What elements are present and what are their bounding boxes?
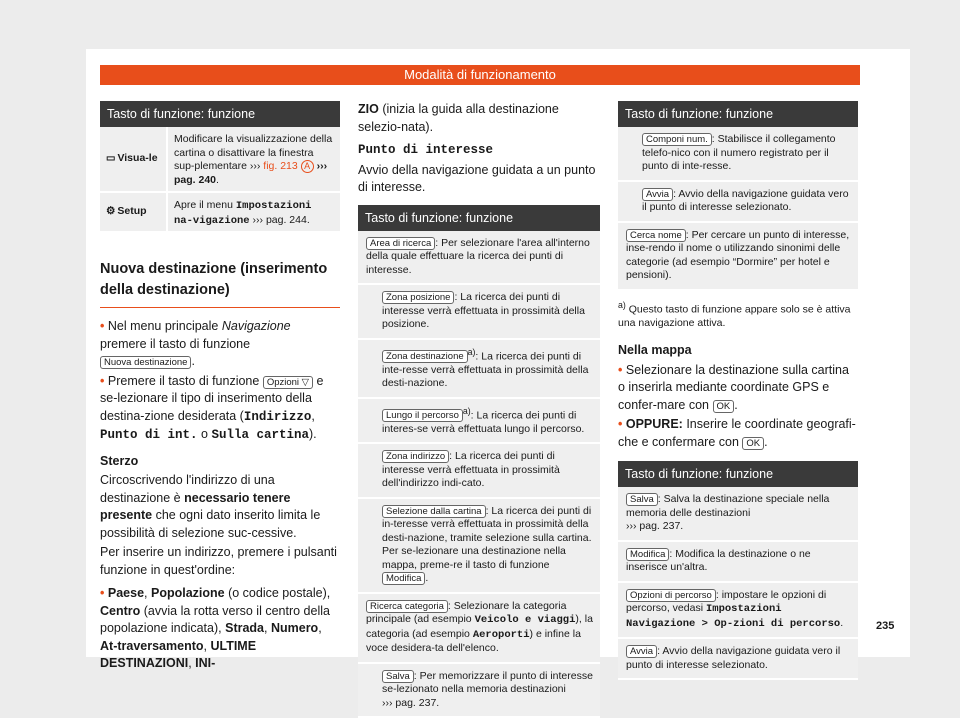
key-options: Opzioni ▽ — [263, 376, 313, 389]
view-cell — [100, 127, 166, 191]
cell-text: : Stabilisce il collegamento telefo-nico con il numero registrato per il punto di inte-resse. — [642, 133, 836, 172]
cell-text: : La ricerca dei punti di in-teresse verrà effettuata in prossimità della desti-nazione, tramite selezione sulla cartina. Per se-lezionare una destinazione nella mappa, preme-re il tasto di funzione — [382, 505, 592, 571]
function-key: Modifica — [382, 572, 425, 585]
sub-heading: Sterzo — [100, 453, 340, 471]
key-new-destination: Nuova destinazione — [100, 356, 191, 369]
body-text — [618, 342, 858, 451]
table-row — [618, 223, 858, 291]
function-key: Modifica — [626, 548, 669, 561]
cell-text: : Per selezionare l'area all'interno della quale effettuare la ricerca dei punti di interesse. — [366, 237, 590, 276]
view-desc: Modificare la visualizzazione della cartina o disattivare la finestra sup-plementare ››› fig. 213 A ››› pag. 240. — [166, 127, 340, 191]
cell-text: ››› pag. 237. — [382, 697, 439, 709]
body-text — [100, 318, 340, 673]
key-ok: OK — [742, 437, 764, 450]
cell-text: : impostare le opzioni di percorso, vedasi — [626, 589, 826, 615]
function-key: Salva — [626, 493, 658, 506]
table-row — [618, 583, 858, 640]
table-row — [618, 542, 858, 583]
bullet-item: • Paese, Popolazione (o codice postale), Centro (avvia la rotta verso il centro della popolazione indicata), Strada, Numero, At-traversamento, ULTIME DESTINAZIONI, INI- — [100, 585, 340, 673]
bullet-item: • Nel menu principale Navigazione premere il tasto di funzione Nuova destinazione . — [100, 318, 340, 371]
function-key: Zona posizione — [382, 291, 454, 304]
column-1 — [100, 101, 340, 675]
setup-cell — [100, 193, 166, 231]
cell-text: : La ricerca dei punti di interesse verrà effettuata in prossimità dell'indirizzo indi-cato. — [382, 450, 560, 489]
gear-icon: ⚙ — [106, 205, 115, 219]
table-row — [100, 127, 340, 193]
function-key: Avvia — [626, 645, 657, 658]
cell-text: ), la categoria (ad esempio — [366, 613, 593, 640]
function-key: Zona indirizzo — [382, 450, 449, 463]
bullet-item: • Selezionare la destinazione sulla cartina o inserirla mediante coordinate GPS e confer-mare con OK . — [618, 362, 858, 415]
table-body — [618, 487, 858, 680]
paragraph: Per inserire un indirizzo, premere i pulsanti funzione in quest'ordine: — [100, 544, 340, 579]
cell-text: ››› pag. 237. — [626, 520, 683, 532]
table-row — [358, 285, 600, 340]
paragraph: Circoscrivendo l'indirizzo di una destinazione è necessario tenere presente che ogni dato inserito limita le possibilità di selezione suc-cessive. — [100, 472, 340, 542]
function-key: Avvia — [642, 188, 673, 201]
function-key: Cerca nome — [626, 229, 686, 242]
function-key: Salva — [382, 670, 414, 683]
cell-text: : Avvio della navigazione guidata vero il punto di interesse selezionato. — [642, 188, 849, 214]
table-row — [618, 639, 858, 680]
function-key: Lungo il percorso — [382, 409, 463, 422]
table-row — [100, 193, 340, 233]
function-key: Opzioni di percorso — [626, 589, 716, 602]
bullet-item: • Premere il tasto di funzione Opzioni ▽ e se-lezionare il tipo di inserimento della destina-zione desiderata (Indirizzo, Punto di int. o Sulla cartina). — [100, 373, 340, 445]
cell-text: . — [425, 572, 428, 584]
setup-desc: Apre il menu Impostazioni na-vigazione ››› pag. 244. — [166, 193, 340, 231]
table-row — [358, 499, 600, 594]
table-row — [358, 231, 600, 286]
cell-mono: Aeroporti — [473, 629, 530, 641]
function-key: Componi num. — [642, 133, 712, 146]
cell-text: : Modifica la destinazione o ne inserisce un'altra. — [626, 548, 811, 574]
table-row — [358, 664, 600, 718]
table-header: Tasto di funzione: funzione — [358, 205, 600, 231]
cell-mono: Veicolo e viaggi — [475, 614, 576, 626]
table-row — [618, 127, 858, 182]
table-body — [358, 231, 600, 718]
cell-text: : La ricerca dei punti di interes-se verrà effettuata lungo il percorso. — [382, 409, 584, 435]
table-body — [618, 127, 858, 291]
table-row: Lungo il percorso $^{a)}$: La ricerca dei punti di interes-se verrà effettuata lungo il percorso. — [358, 399, 600, 445]
cell-text: : Selezionare la categoria principale (ad esempio — [366, 600, 566, 626]
column-3 — [618, 101, 858, 680]
sub-heading: Punto di interesse — [358, 142, 600, 160]
key-ok: OK — [713, 400, 735, 413]
table-header: Tasto di funzione: funzione — [618, 101, 858, 127]
table-row — [358, 594, 600, 664]
table-header: Tasto di funzione: funzione — [100, 101, 340, 127]
section-heading: Nuova destinazione (inserimento della destinazione) — [100, 259, 340, 308]
page-number: 235 — [876, 620, 894, 632]
table-row — [618, 182, 858, 223]
callout-a: A — [301, 160, 314, 173]
paragraph: Avvio della navigazione guidata a un punto di interesse. — [358, 162, 600, 197]
cell-text: : Per cercare un punto di interesse, inse-rendo il nome o utilizzando sinonimi delle categorie (ad esempio “Dormire” per hotel e pensioni). — [626, 229, 849, 282]
setup-label: Setup — [117, 205, 146, 219]
table-row: Zona destinazione $^{a)}$: La ricerca dei punti di inte-resse verrà effettuata in prossimità della desti-nazione. — [358, 340, 600, 399]
body-text: ZIO (inizia la guida alla destinazione selezio-nata). Punto di interesse Avvio della navigazione guidata a un punto di interesse. — [358, 101, 600, 197]
function-key: Area di ricerca — [366, 237, 435, 250]
view-icon: ▭ — [106, 152, 115, 166]
cell-text: : La ricerca dei punti di inte-resse verrà effettuata in prossimità della desti-nazione. — [382, 350, 588, 389]
function-key: Selezione dalla cartina — [382, 505, 486, 518]
table-row — [358, 444, 600, 499]
function-key: Zona destinazione — [382, 350, 468, 363]
cell-mono: Impostazioni Navigazione > Op-zioni di percorso — [626, 603, 840, 630]
cell-text: : Salva la destinazione speciale nella memoria delle destinazioni — [626, 493, 829, 519]
sub-heading: Nella mappa — [618, 342, 858, 360]
view-label: Visua-le — [117, 152, 157, 166]
section-banner: Modalità di funzionamento — [100, 65, 860, 85]
bullet-item: • OPPURE: Inserire le coordinate geografi-che e confermare con OK . — [618, 416, 858, 451]
function-key: Ricerca categoria — [366, 600, 448, 613]
table-header: Tasto di funzione: funzione — [618, 461, 858, 487]
cell-text: ) e infine la voce desidera-ta dell'elenco. — [366, 628, 581, 655]
table-row — [618, 487, 858, 542]
cell-text: : Avvio della navigazione guidata vero il punto di interesse selezionato. — [626, 645, 840, 671]
cell-text: : La ricerca dei punti di interesse verrà effettuata in prossimità della posizione. — [382, 291, 585, 330]
cell-text: : Per memorizzare il punto di interesse se-lezionato nella memoria destinazioni — [382, 670, 593, 696]
cell-text: . — [840, 617, 843, 629]
column-2 — [358, 101, 600, 718]
footnote: $^{a)}$ Questo tasto di funzione appare solo se è attiva una navigazione attiva. — [618, 299, 858, 331]
